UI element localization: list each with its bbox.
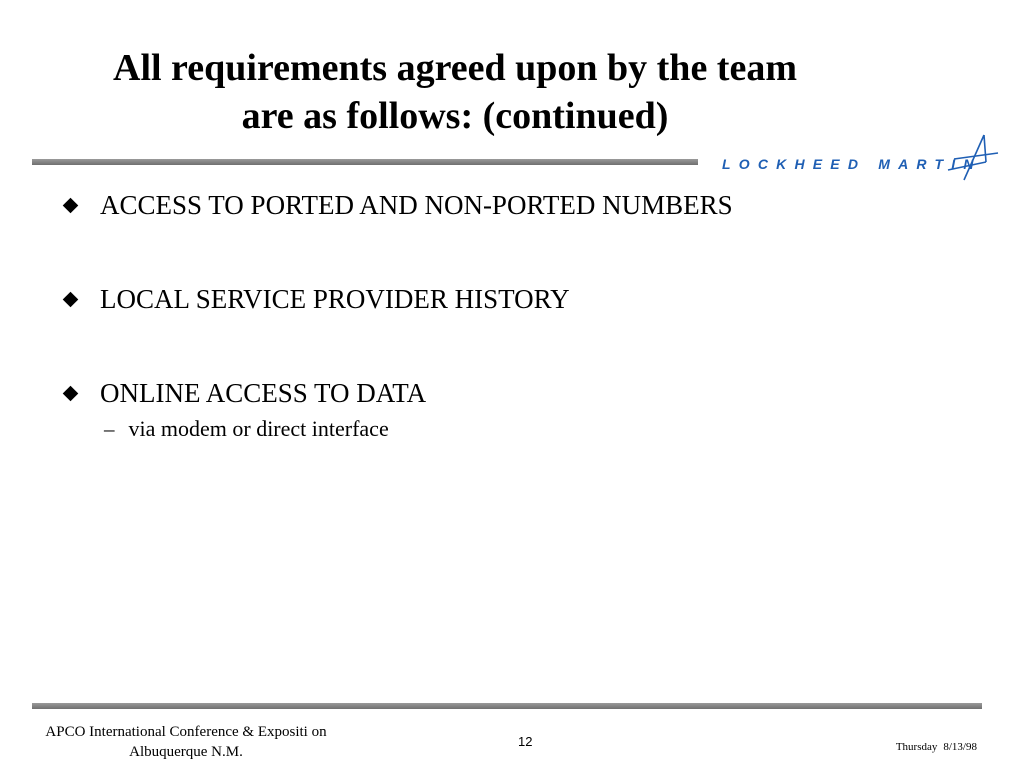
bullet-item — [62, 186, 962, 224]
slide-title-line-1: All requirements agreed upon by the team — [113, 47, 797, 89]
dash-bullet-icon: – — [104, 416, 115, 441]
conference-name: APCO International Conference & Expositi on — [45, 724, 327, 740]
bullet-list — [62, 186, 962, 446]
bullet-text: ONLINE ACCESS TO DATA — [100, 377, 427, 408]
bullet-text: LOCAL SERVICE PROVIDER HISTORY — [100, 283, 570, 314]
diamond-bullet-icon — [63, 197, 79, 213]
slide-title-line-2: are as follows: (continued) — [241, 95, 669, 137]
diamond-bullet-icon — [63, 385, 79, 401]
footer-divider — [32, 703, 982, 709]
footer-date — [896, 741, 977, 753]
logo-wordmark: LOCKHEED MARTIN — [722, 156, 982, 172]
footer-date-value: 8/13/98 — [943, 741, 977, 753]
title-divider — [32, 159, 698, 165]
lockheed-martin-logo — [718, 130, 1002, 186]
slide-title — [30, 44, 880, 140]
bullet-item — [62, 374, 962, 412]
sub-bullet-text: via modem or direct interface — [128, 416, 389, 441]
diamond-bullet-icon — [63, 291, 79, 307]
conference-location: Albuquerque N.M. — [129, 744, 243, 760]
sub-bullet-item — [104, 412, 962, 446]
page-number: 12 — [518, 734, 533, 749]
footer-conference — [30, 722, 342, 762]
bullet-item — [62, 280, 962, 318]
bullet-text: ACCESS TO PORTED AND NON-PORTED NUMBERS — [100, 189, 733, 220]
footer-day: Thursday — [895, 741, 938, 753]
